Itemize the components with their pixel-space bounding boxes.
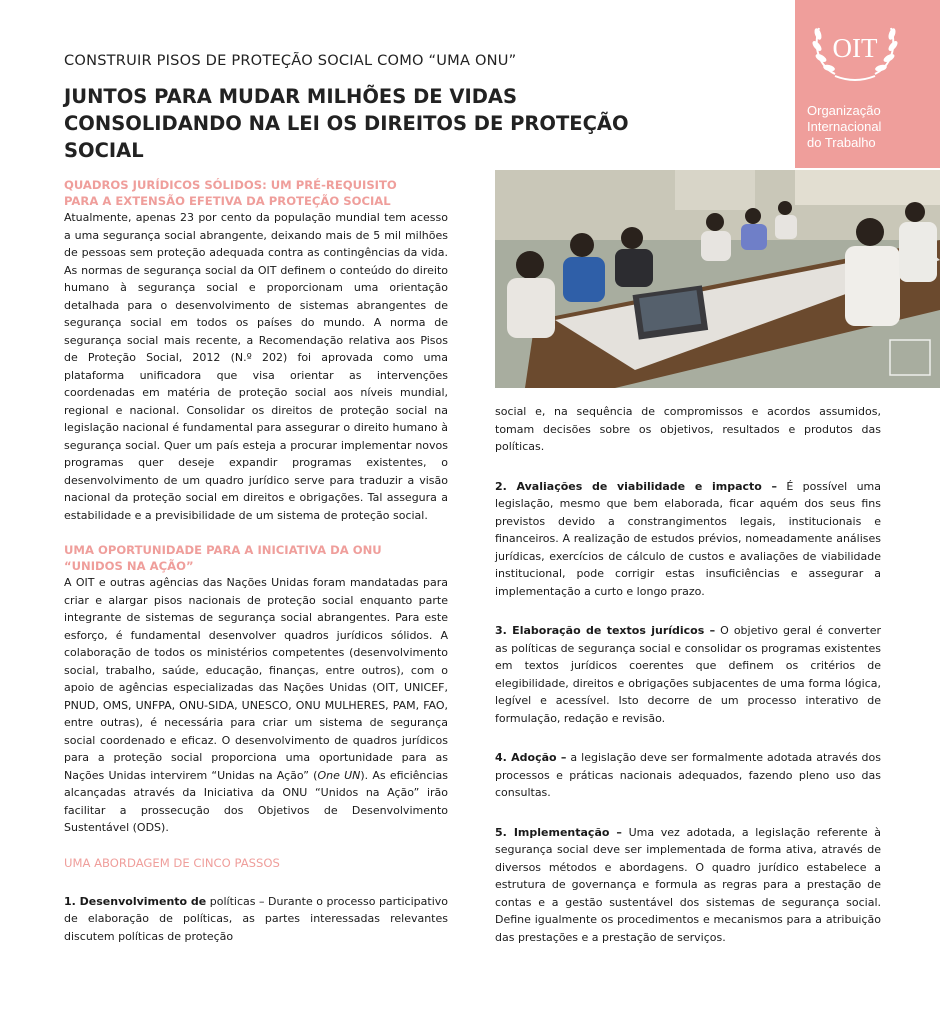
org-name-line: do Trabalho <box>807 135 876 150</box>
section-heading-line: “UNIDOS NA AÇÃO” <box>64 559 194 573</box>
meeting-photo-illustration <box>495 170 940 388</box>
meeting-photo <box>495 170 940 388</box>
step-5 <box>495 824 881 947</box>
right-column <box>495 403 881 946</box>
section-heading-line: UMA OPORTUNIDADE PARA A INICIATIVA DA ONU <box>64 543 382 557</box>
step-text: É possível uma legislação, mesmo que bem elaborada, ficar aquém dos seus fins previstos devido a constrangimentos legais, institucionais e financeiros. A realização de estudos prévios, nomeadamente análises jurídicas, exercícios de cálculo de custos e avaliações de viabilidade institucional, pode corrigir estas insuficiências e assegurar a implementação a curto e longo prazo. <box>495 479 881 598</box>
left-column <box>64 177 448 945</box>
kicker-subtitle: CONSTRUIR PISOS DE PROTEÇÃO SOCIAL COMO “UMA ONU” <box>64 52 517 69</box>
body-italic-text: One UN <box>317 768 361 782</box>
section-heading-one-un <box>64 542 448 574</box>
step-3 <box>495 622 881 727</box>
title-line: SOCIAL <box>64 139 144 162</box>
ilo-logo-block <box>795 0 940 168</box>
step-text: Uma vez adotada, a legislação referente à segurança social deve ser implementada de forma ativa, através de diversos métodos e abordagens. O quadro jurídico estabelece a estrutura de governança e formula as regras para a prestação de contas e a gestão sustentável dos sistemas de segurança social. Define igualmente os procedimentos e mecanismos para a atribuição das prestações e a prestação de serviços. <box>495 825 881 944</box>
org-name-line: Organização <box>807 103 881 118</box>
page-title <box>64 83 764 164</box>
section-heading-legal-frameworks <box>64 177 448 209</box>
ilo-laurel-emblem-icon <box>805 8 905 86</box>
step-4 <box>495 749 881 802</box>
step-2 <box>495 478 881 601</box>
section-heading-line: QUADROS JURÍDICOS SÓLIDOS: UM PRÉ-REQUISITO <box>64 178 397 192</box>
step-text: O objetivo geral é converter as políticas de segurança social e consolidar os programas existentes em textos jurídicos coerentes que definem os critérios de elegibilidade, direitos e obrigações subjacentes de uma forma lógica, legível e acessível. Isto decorre de um processo interativo de formulação, redação e revisão. <box>495 624 882 725</box>
org-name <box>807 103 932 151</box>
step-label: 3. Elaboração de textos jurídicos – <box>495 624 716 637</box>
title-line: CONSOLIDANDO NA LEI OS DIREITOS DE PROTEÇÃO <box>64 112 629 135</box>
body-text: ). As eficiências alcançadas através da Iniciativa da ONU “Unidos na Ação” irão facilitar a prossecução dos Objetivos de Desenvolvimento Sustentável (ODS). <box>64 768 448 834</box>
step-label-rest: políticas – <box>206 894 268 908</box>
step-text: Durante o processo participativo de elaboração de políticas, as partes interessadas relevantes discutem políticas de proteção <box>64 894 448 943</box>
step-label: 2. Avaliações de viabilidade e impacto – <box>495 479 778 493</box>
section-heading-line: PARA A EXTENSÃO EFETIVA DA PROTEÇÃO SOCIAL <box>64 194 391 208</box>
step-1-continued: social e, na sequência de compromissos e acordos assumidos, tomam decisões sobre os objetivos, resultados e produtos das políticas. <box>495 405 881 453</box>
step-label: 1. Desenvolvimento de <box>64 894 207 908</box>
step-1 <box>64 893 448 946</box>
step-label: 4. Adoção – <box>495 751 567 764</box>
logo-text: OIT <box>832 33 878 63</box>
body-text: A OIT e outras agências das Nações Unidas foram mandatadas para criar e alargar pisos nacionais de proteção social enquanto parte integrante de sistemas de segurança social abrangentes. Para este esforço, é fundamental desenvolver quadros jurídicos sólidos. A colaboração de todos os ministérios competentes (desenvolvimento social, trabalho, saúde, educação, finanças, entre outros), com o apoio de agências especializadas das Nações Unidas (OIT, UNICEF, PNUD, OMS, UNFPA, ONU-SIDA, UNESCO, ONU MULHERES, PAM, FAO, entre outras), é necessária para criar um sistema de segurança social coordenado e eficaz. O desenvolvimento de quadros jurídicos para a proteção social proporciona uma oportunidade para as Nações Unidas intervirem “Unidas na Ação” ( <box>64 576 448 782</box>
section-body-one-un <box>64 574 448 837</box>
section-heading-five-steps: UMA ABORDAGEM DE CINCO PASSOS <box>64 855 280 870</box>
org-name-line: Internacional <box>807 119 882 134</box>
section-body-legal-frameworks: Atualmente, apenas 23 por cento da população mundial tem acesso a uma segurança social abrangente, deixando mais de 5 mil milhões de pessoas sem proteção adequada contra as contingências da vida. As normas de segurança social da OIT definem o conteúdo do direito humano à segurança social e proporcionam uma orientação detalhada para o desenvolvimento de sistemas abrangentes de segurança social em todos os países do mundo. A norma de segurança social mais recente, a Recomendação relativa aos Pisos de Proteção Social, 2012 (N.º 202) foi aprovada como uma plataforma unificadora que visa orientar as intervenções coordenadas em matéria de proteção social aos níveis mundial, regional e nacional. Consolidar os direitos de proteção social na legislação nacional é fundamental para assegurar o direito humano à segurança social. Quer um país esteja a procurar implementar novos programas quer deseje expandir programas existentes, o desenvolvimento de um quadro jurídico serve para traduzir a visão nacional da proteção social em direitos e obrigações. Tal assegura a estabilidade e a previsibilidade de um sistema de proteção social. <box>64 211 448 522</box>
step-label: 5. Implementação – <box>495 825 622 839</box>
title-line: JUNTOS PARA MUDAR MILHÕES DE VIDAS <box>64 85 518 108</box>
step-text: a legislação deve ser formalmente adotada através dos processos e práticas nacionais adequados, fazendo pleno uso das consultas. <box>495 751 881 799</box>
